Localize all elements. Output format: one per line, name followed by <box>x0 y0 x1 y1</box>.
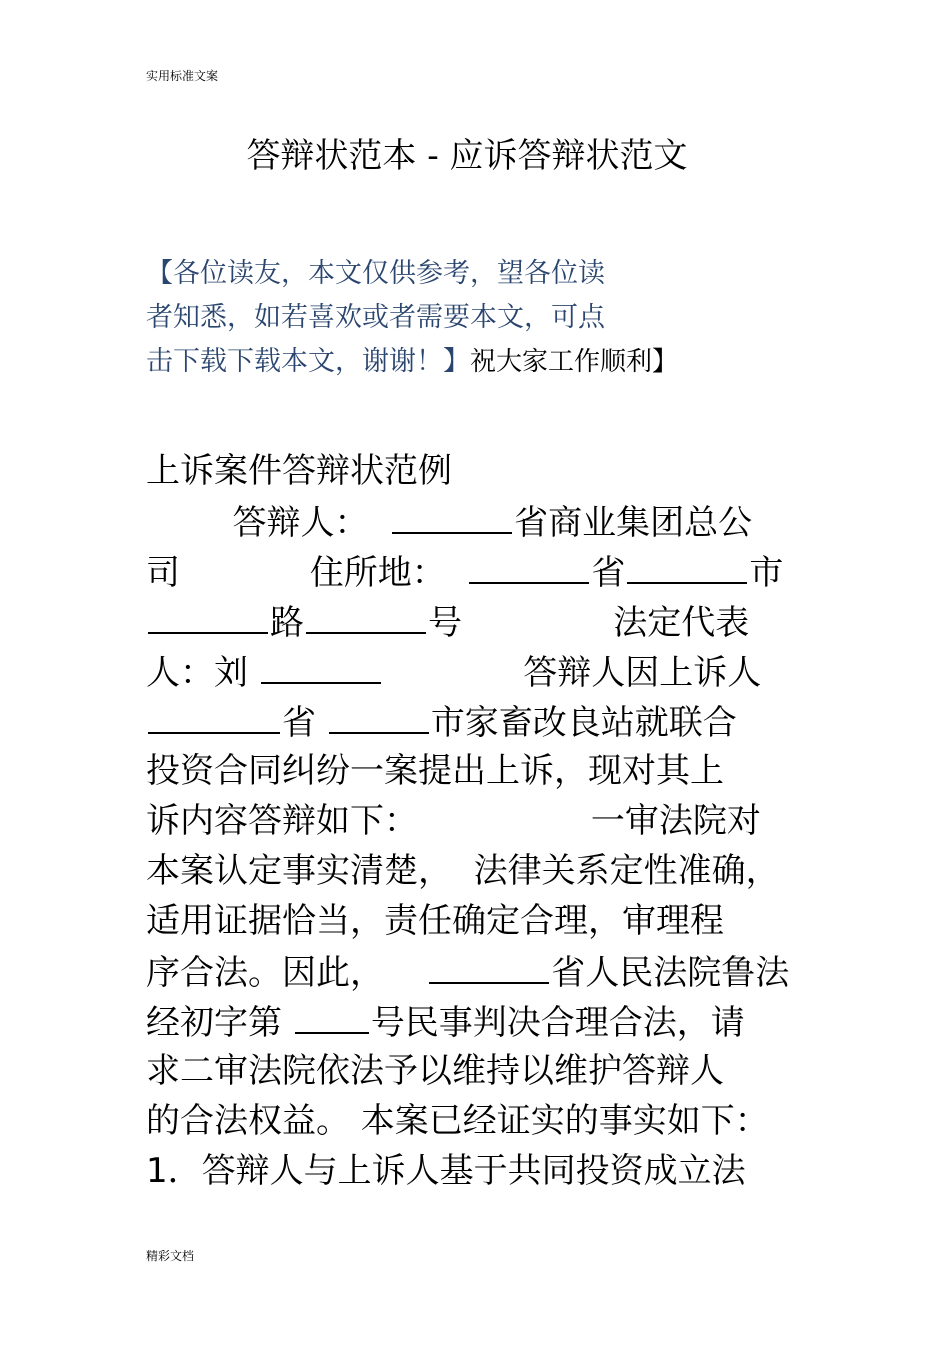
notice-tail: 祝大家工作顺利】 <box>470 347 679 377</box>
document-body <box>146 446 789 1196</box>
page-footer-label: 精彩文档 <box>146 1249 195 1263</box>
fill-blank <box>469 546 589 584</box>
body-line: 投资合同纠纷一案提出上诉，现对其上 <box>146 751 724 791</box>
fill-blank <box>392 496 512 534</box>
body-line: 求二审法院依法予以维持以维护答辩人 <box>146 1051 724 1091</box>
text-run: 人：刘 <box>146 653 259 693</box>
notice-line: 者知悉，如若喜欢或者需要本文，可点 <box>146 302 605 333</box>
text-run: 号 法定代表 <box>428 603 750 643</box>
body-line <box>146 596 789 646</box>
text-run: 经初字第 <box>146 1003 293 1043</box>
fill-blank <box>148 696 280 734</box>
body-line: 1．答辩人与上诉人基于共同投资成立法 <box>146 1151 746 1191</box>
document-title: 答辩状范本 - 应诉答辩状范文 <box>246 136 688 176</box>
body-line: 诉内容答辩如下： 一审法院对 <box>146 801 761 841</box>
body-line: 本案认定事实清楚， 法律关系定性准确， <box>146 851 780 891</box>
text-run: 序合法。因此， <box>146 953 428 993</box>
body-line: 的合法权益。 本案已经证实的事实如下： <box>146 1101 769 1141</box>
text-run: 市家畜改良站就联合 <box>430 703 737 743</box>
body-line <box>146 496 789 546</box>
text-run: 省 <box>591 553 626 593</box>
text-run: 省商业集团总公 <box>514 503 753 543</box>
fill-blank <box>148 596 268 634</box>
body-line <box>146 996 789 1046</box>
text-run: 答辩人： <box>146 503 391 543</box>
text-run: 省人民法院鲁法 <box>551 953 790 993</box>
fill-blank <box>295 996 369 1034</box>
text-run: 号民事判决合理合法，请 <box>370 1003 745 1043</box>
fill-blank <box>627 546 747 584</box>
fill-blank <box>306 596 426 634</box>
section-heading: 上诉案件答辩状范例 <box>146 451 452 491</box>
text-run: 司 住所地： <box>146 553 468 593</box>
notice-line-text: 击下载下载本文，谢谢！】 <box>146 346 470 377</box>
text-run: 路 <box>270 603 304 643</box>
fill-blank <box>329 696 429 734</box>
text-run: 省 <box>282 703 327 743</box>
notice-line <box>146 340 678 384</box>
text-run: 答辩人因上诉人 <box>382 653 762 693</box>
body-line: 适用证据恰当，责任确定合理，审理程 <box>146 901 724 941</box>
body-line <box>146 696 789 746</box>
download-notice <box>146 252 678 384</box>
text-run: 市 <box>749 553 784 593</box>
body-line <box>146 646 789 696</box>
body-line <box>146 546 789 596</box>
page-header-label: 实用标准文案 <box>146 69 219 83</box>
notice-line: 【各位读友，本文仅供参考，望各位读 <box>146 258 605 289</box>
fill-blank <box>429 946 549 984</box>
fill-blank <box>261 646 381 684</box>
body-line <box>146 946 789 996</box>
